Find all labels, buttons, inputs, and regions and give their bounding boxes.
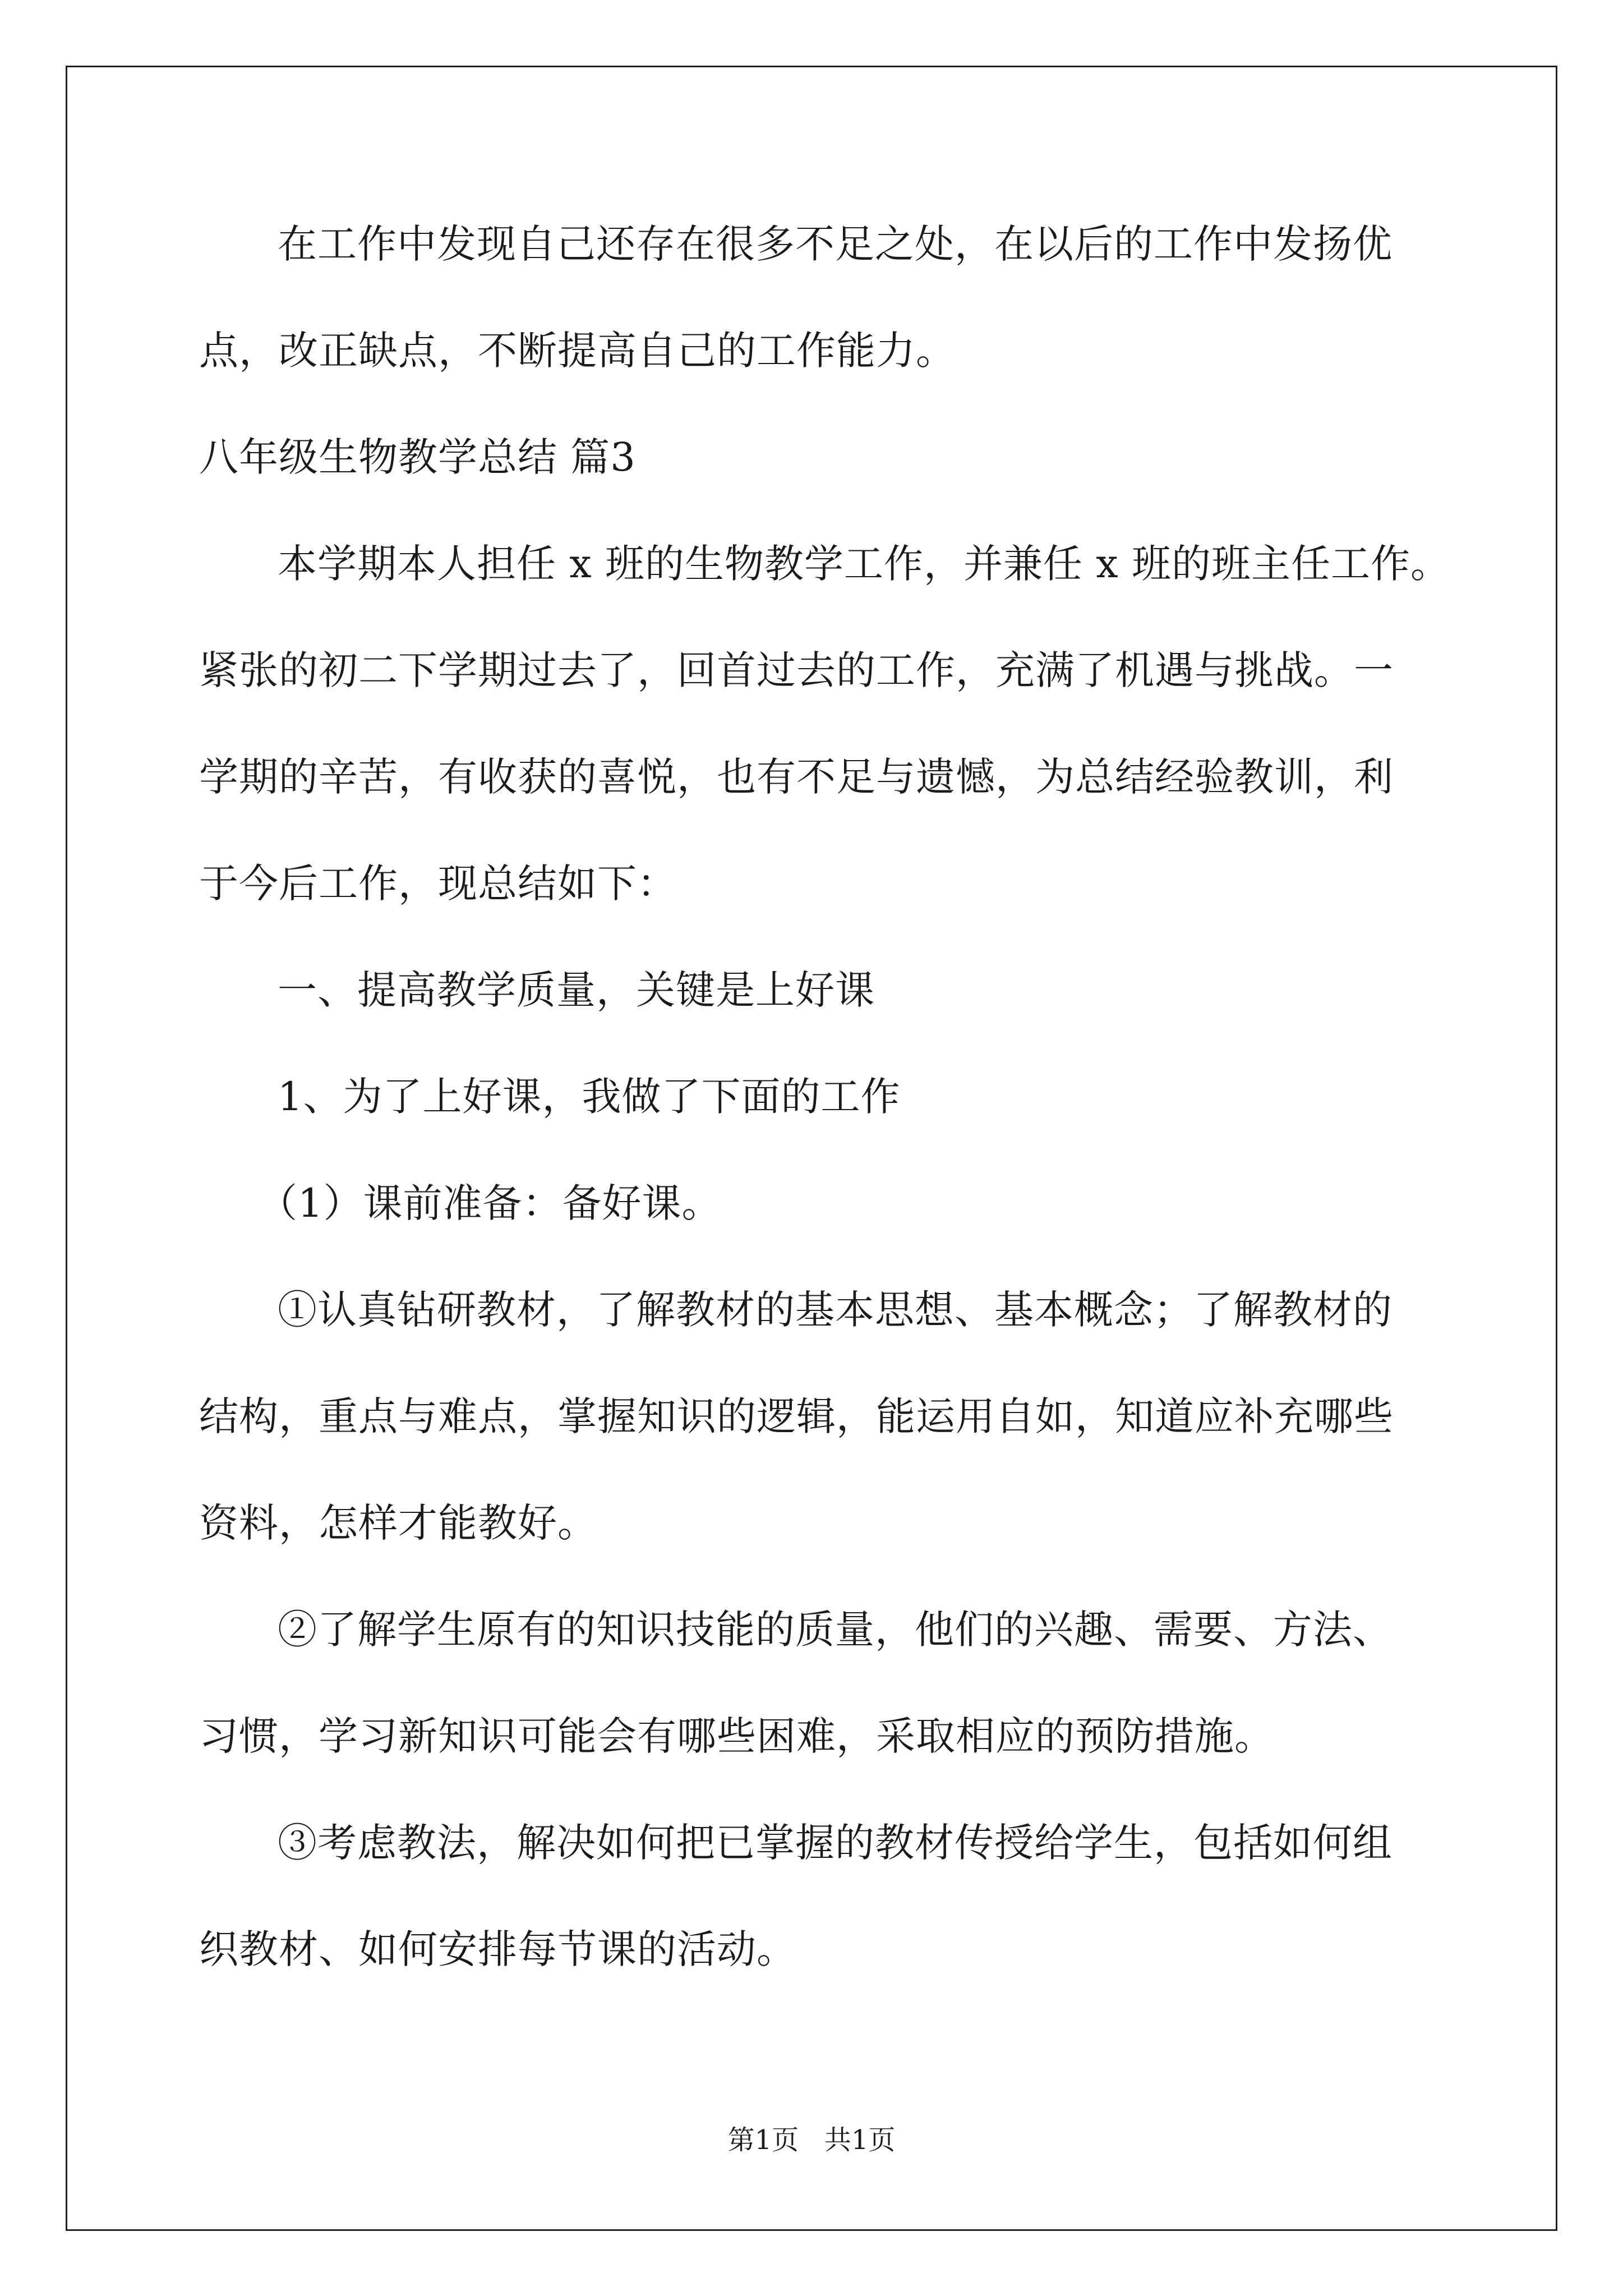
paragraph-line: 本学期本人担任 x 班的生物教学工作，并兼任 x 班的班主任工作。 xyxy=(278,541,1450,587)
paragraph-line: ③考虑教法，解决如何把已掌握的教材传授给学生，包括如何组 xyxy=(278,1820,1393,1866)
paragraph-line: ①认真钻研教材，了解教材的基本思想、基本概念；了解教材的 xyxy=(278,1287,1393,1333)
subheading: 1、为了上好课，我做了下面的工作 xyxy=(278,1074,901,1120)
paragraph-line: 于今后工作，现总结如下： xyxy=(199,861,677,907)
subheading: 一、提高教学质量，关键是上好课 xyxy=(278,967,875,1013)
paragraph-line: ②了解学生原有的知识技能的质量，他们的兴趣、需要、方法、 xyxy=(278,1607,1393,1653)
paragraph-line: 在工作中发现自己还存在很多不足之处，在以后的工作中发扬优 xyxy=(278,221,1393,267)
paragraph-line: 资料，怎样才能教好。 xyxy=(199,1500,597,1546)
subheading: （1）课前准备：备好课。 xyxy=(258,1180,722,1226)
paragraph-line: 学期的辛苦，有收获的喜悦，也有不足与遗憾，为总结经验教训，利 xyxy=(199,754,1394,800)
paragraph-line: 结构，重点与难点，掌握知识的逻辑，能运用自如，知道应补充哪些 xyxy=(199,1393,1394,1439)
paragraph-line: 紧张的初二下学期过去了，回首过去的工作，充满了机遇与挑战。一 xyxy=(199,647,1394,693)
page-frame xyxy=(66,66,1557,2231)
paragraph-line: 织教材、如何安排每节课的活动。 xyxy=(199,1926,796,1972)
page-number: 第1页 共1页 xyxy=(727,2124,896,2156)
paragraph-line: 点，改正缺点，不断提高自己的工作能力。 xyxy=(199,328,956,374)
paragraph-line: 习惯，学习新知识可能会有哪些困难，采取相应的预防措施。 xyxy=(199,1713,1274,1759)
section-heading: 八年级生物教学总结 篇3 xyxy=(199,434,636,480)
